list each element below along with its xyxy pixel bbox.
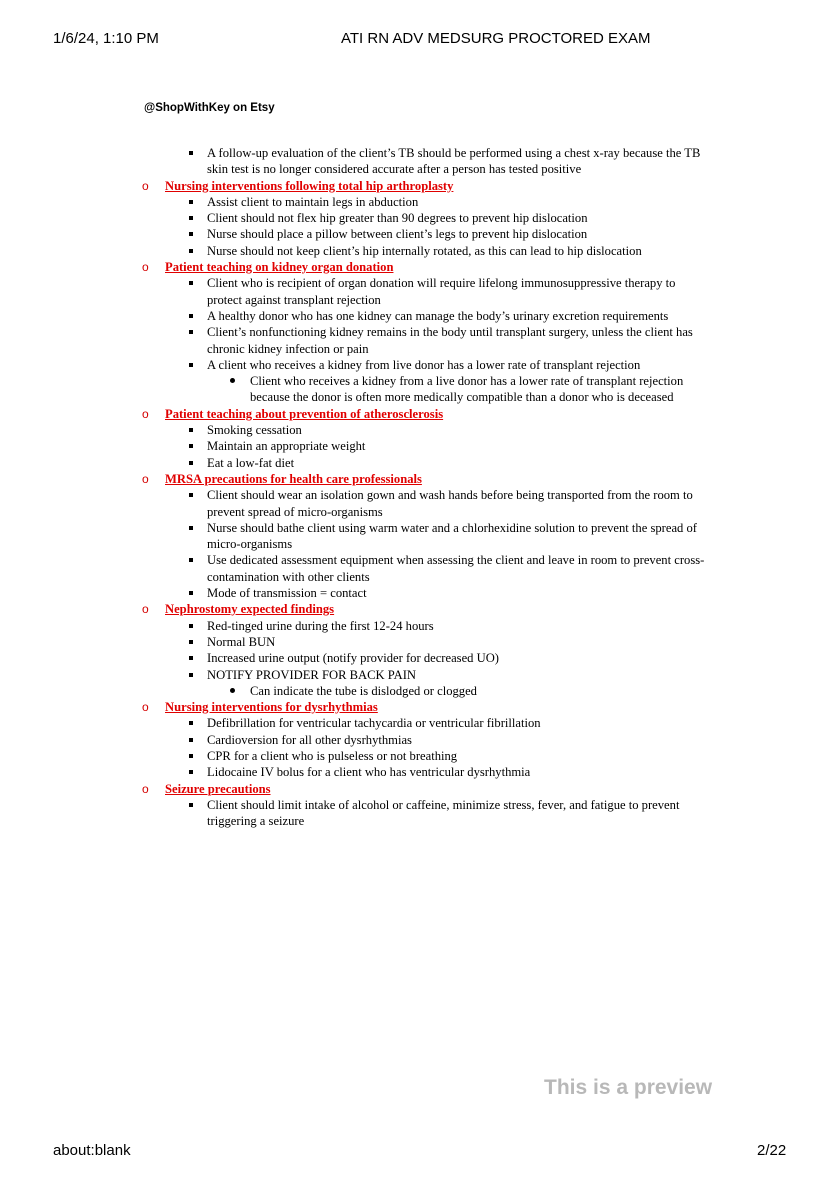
square-bullet-icon	[189, 493, 193, 497]
bullet-item	[140, 732, 710, 748]
section-title: Nephrostomy expected findings	[165, 602, 335, 617]
bullet-text: Mode of transmission = contact	[207, 586, 367, 601]
bullet-list	[140, 275, 710, 405]
sub-bullet-list	[140, 373, 710, 406]
square-bullet-icon	[189, 461, 193, 465]
bullet-item	[140, 324, 710, 357]
bullet-text: Client who is recipient of organ donation will require lifelong immunosuppressive therapy to protect against transplant rejection	[207, 276, 676, 307]
bullet-item	[140, 764, 710, 780]
square-bullet-icon	[189, 232, 193, 236]
section-heading	[140, 699, 710, 715]
bullet-text: Increased urine output (notify provider for decreased UO)	[207, 651, 499, 666]
print-datetime: 1/6/24, 1:10 PM	[53, 30, 159, 47]
square-bullet-icon	[189, 558, 193, 562]
section-heading	[140, 178, 710, 194]
bullet-item	[140, 438, 710, 454]
square-bullet-icon	[189, 738, 193, 742]
square-bullet-icon	[189, 216, 193, 220]
section	[140, 471, 710, 601]
bullet-text: Eat a low-fat diet	[207, 455, 295, 470]
section	[140, 601, 710, 699]
square-bullet-icon	[189, 640, 193, 644]
square-bullet-icon	[189, 770, 193, 774]
document-body	[140, 145, 710, 829]
bullet-item	[140, 308, 710, 324]
sub-bullet-item	[140, 683, 710, 699]
bullet-text: Maintain an appropriate weight	[207, 439, 366, 454]
bullet-text: Defibrillation for ventricular tachycardia or ventricular fibrillation	[207, 716, 541, 731]
section	[140, 178, 710, 259]
bullet-text: Client should not flex hip greater than 90 degrees to prevent hip dislocation	[207, 211, 588, 226]
square-bullet-icon	[189, 803, 193, 807]
bullet-text: Lidocaine IV bolus for a client who has ventricular dysrhythmia	[207, 765, 531, 780]
page-number: 2/22	[757, 1142, 787, 1159]
section-title: MRSA precautions for health care professionals	[165, 471, 422, 486]
section	[140, 781, 710, 830]
bullet-text: A healthy donor who has one kidney can manage the body’s urinary excretion requirements	[207, 308, 669, 323]
bullet-text: Red-tinged urine during the first 12-24 hours	[207, 618, 434, 633]
section-title: Patient teaching about prevention of atherosclerosis	[165, 406, 444, 421]
section-heading	[140, 406, 710, 422]
preview-watermark: This is a preview	[544, 1076, 713, 1099]
round-bullet-icon	[230, 378, 235, 383]
bullet-item	[140, 226, 710, 242]
bullet-item	[140, 520, 710, 553]
section-heading	[140, 259, 710, 275]
circle-bullet-icon: o	[142, 260, 149, 275]
bullet-list	[140, 797, 710, 830]
bullet-text: Nurse should bathe client using warm water and a chlorhexidine solution to prevent the spread of micro-organisms	[207, 520, 697, 552]
bullet-text: Cardioversion for all other dysrhythmias	[207, 732, 412, 747]
bullet-item	[140, 585, 710, 601]
section-heading	[140, 601, 710, 617]
bullet-list	[140, 194, 710, 259]
bullet-text: Use dedicated assessment equipment when assessing the client and leave in room to prevent cross-contamination with other clients	[207, 553, 705, 584]
bullet-item	[140, 145, 710, 178]
square-bullet-icon	[189, 330, 193, 334]
leading-bullet-list	[140, 145, 710, 178]
bullet-text: Nurse should not keep client’s hip internally rotated, as this can lead to hip dislocation	[207, 243, 642, 258]
circle-bullet-icon: o	[142, 406, 149, 421]
bullet-text: Client should limit intake of alcohol or caffeine, minimize stress, fever, and fatigue to prevent triggering a seizure	[207, 797, 680, 829]
sub-bullet-list	[140, 683, 710, 699]
sub-bullet-text: Can indicate the tube is dislodged or clogged	[250, 683, 477, 698]
bullet-text: A follow-up evaluation of the client’s TB should be performed using a chest x-ray because the TB skin test is no longer considered accurate after a person has tested positive	[207, 146, 701, 177]
bullet-item	[140, 715, 710, 731]
bullet-item	[140, 194, 710, 210]
shop-tag: @ShopWithKey on Etsy	[144, 102, 275, 114]
bullet-item	[140, 667, 710, 683]
sub-bullet-text: Client who receives a kidney from a live donor has a lower rate of transplant rejection because the donor is often more medically compatible than a donor who is deceased	[250, 374, 684, 405]
bullet-text: A client who receives a kidney from live donor has a lower rate of transplant rejection	[207, 357, 641, 372]
bullet-item	[140, 797, 710, 830]
section-title: Nursing interventions for dysrhythmias	[165, 700, 378, 715]
square-bullet-icon	[189, 656, 193, 660]
print-document-title: ATI RN ADV MEDSURG PROCTORED EXAM	[341, 30, 651, 47]
bullet-item	[140, 748, 710, 764]
bullet-item	[140, 243, 710, 259]
square-bullet-icon	[189, 200, 193, 204]
square-bullet-icon	[189, 428, 193, 432]
bullet-text: Client’s nonfunctioning kidney remains in the body until transplant surgery, unless the client has chronic kidney infection or pain	[207, 325, 693, 356]
section-heading	[140, 781, 710, 797]
bullet-text: Normal BUN	[207, 634, 276, 649]
section	[140, 259, 710, 406]
square-bullet-icon	[189, 151, 193, 155]
bullet-item	[140, 422, 710, 438]
sub-bullet-item	[140, 373, 710, 406]
circle-bullet-icon: o	[142, 602, 149, 617]
bullet-item	[140, 618, 710, 634]
square-bullet-icon	[189, 314, 193, 318]
section-title: Nursing interventions following total hip arthroplasty	[165, 178, 454, 193]
bullet-text: Client should wear an isolation gown and wash hands before being transported from the room to prevent spread of micro-organisms	[207, 488, 693, 519]
square-bullet-icon	[189, 721, 193, 725]
circle-bullet-icon: o	[142, 178, 149, 193]
bullet-list	[140, 715, 710, 780]
bullet-list	[140, 422, 710, 471]
bullet-text: NOTIFY PROVIDER FOR BACK PAIN	[207, 667, 416, 682]
bullet-list	[140, 618, 710, 699]
bullet-text: Smoking cessation	[207, 423, 302, 438]
square-bullet-icon	[189, 281, 193, 285]
bullet-item	[140, 634, 710, 650]
section	[140, 699, 710, 780]
square-bullet-icon	[189, 754, 193, 758]
bullet-item	[140, 552, 710, 585]
section-title: Seizure precautions	[165, 781, 271, 796]
square-bullet-icon	[189, 249, 193, 253]
bullet-item	[140, 455, 710, 471]
bullet-item	[140, 275, 710, 308]
section	[140, 406, 710, 471]
circle-bullet-icon: o	[142, 700, 149, 715]
square-bullet-icon	[189, 591, 193, 595]
bullet-list	[140, 487, 710, 601]
section-heading	[140, 471, 710, 487]
circle-bullet-icon: o	[142, 781, 149, 796]
square-bullet-icon	[189, 363, 193, 367]
bullet-text: Assist client to maintain legs in abduction	[207, 194, 419, 209]
bullet-item	[140, 210, 710, 226]
bullet-item	[140, 357, 710, 373]
bullet-item	[140, 487, 710, 520]
square-bullet-icon	[189, 673, 193, 677]
print-url: about:blank	[53, 1142, 131, 1159]
circle-bullet-icon: o	[142, 471, 149, 486]
round-bullet-icon	[230, 688, 235, 693]
bullet-item	[140, 650, 710, 666]
section-list	[140, 178, 710, 830]
bullet-text: CPR for a client who is pulseless or not breathing	[207, 748, 458, 763]
square-bullet-icon	[189, 444, 193, 448]
section-title: Patient teaching on kidney organ donation	[165, 260, 394, 275]
bullet-text: Nurse should place a pillow between client’s legs to prevent hip dislocation	[207, 227, 588, 242]
square-bullet-icon	[189, 526, 193, 530]
square-bullet-icon	[189, 624, 193, 628]
